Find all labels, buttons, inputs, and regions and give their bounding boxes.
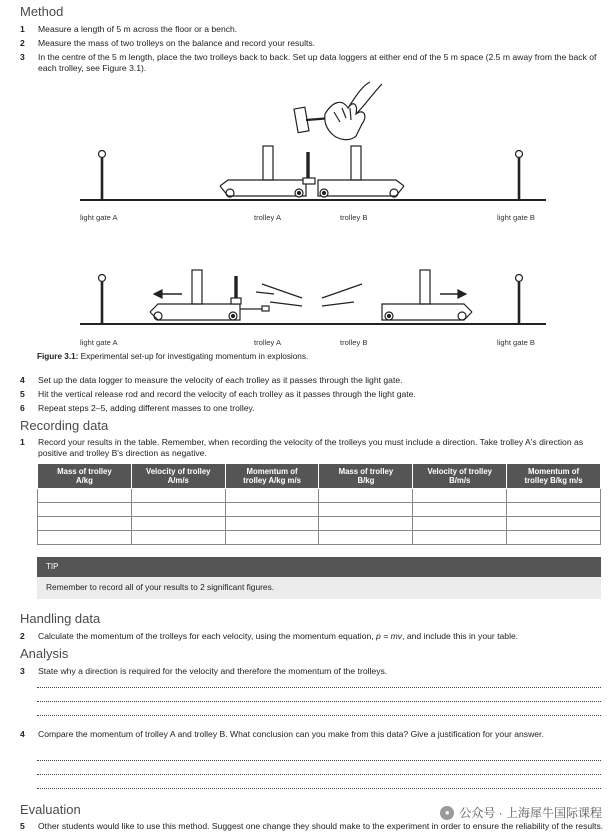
answer-line[interactable]: [37, 774, 601, 775]
answer-line[interactable]: [37, 715, 601, 716]
method-step-6: [20, 403, 604, 414]
step-number: 5: [20, 389, 25, 399]
step-number: 5: [20, 821, 25, 831]
table-cell[interactable]: [507, 517, 601, 531]
table-row: [38, 531, 601, 545]
table-cell[interactable]: [225, 517, 319, 531]
answer-line[interactable]: [37, 687, 601, 688]
recording-step-1: [20, 437, 604, 458]
handling-step-2: [20, 631, 604, 642]
step-text: Record your results in the table. Remember, when recording the velocity of the trolleys you must include a direction. Take trolley A's direction as positive and trolley B's direction as negative.: [38, 437, 584, 458]
tip-box: [37, 557, 601, 599]
column-header: Velocity of trolley B/m/s: [413, 464, 507, 489]
table-cell[interactable]: [38, 531, 132, 545]
table-cell[interactable]: [225, 531, 319, 545]
figure-caption: [37, 352, 308, 361]
method-step-2: [20, 38, 604, 49]
wechat-logo-icon: ●: [440, 806, 454, 820]
table-cell[interactable]: [38, 517, 132, 531]
step-number: 2: [20, 631, 25, 641]
table-cell[interactable]: [413, 489, 507, 503]
results-table: [37, 463, 601, 545]
column-header: Momentum of trolley A/kg m/s: [225, 464, 319, 489]
label-trolley-b: trolley B: [340, 213, 368, 222]
step-text: Set up the data logger to measure the velocity of each trolley as it passes through the light gate.: [38, 375, 403, 385]
method-step-4: [20, 375, 604, 386]
table-row: [38, 517, 601, 531]
tip-label: TIP: [37, 557, 601, 577]
method-step-5: [20, 389, 604, 400]
evaluation-heading: Evaluation: [20, 802, 81, 817]
answer-line[interactable]: [37, 760, 601, 761]
step-number: 1: [20, 437, 25, 447]
watermark: [440, 804, 602, 821]
step-number: 2: [20, 38, 25, 48]
analysis-heading: Analysis: [20, 646, 69, 661]
step-number: 4: [20, 729, 25, 739]
step-number: 1: [20, 24, 25, 34]
table-cell[interactable]: [38, 503, 132, 517]
table-row: [38, 503, 601, 517]
step-text: Repeat steps 2–5, adding different masses to one trolley.: [38, 403, 255, 413]
table-cell[interactable]: [131, 489, 225, 503]
table-cell[interactable]: [225, 489, 319, 503]
step-number: 3: [20, 666, 25, 676]
table-cell[interactable]: [131, 503, 225, 517]
step-text: Compare the momentum of trolley A and trolley B. What conclusion can you make from this data? Give a justification for your answer.: [38, 729, 544, 739]
table-cell[interactable]: [413, 517, 507, 531]
step-number: 3: [20, 52, 25, 62]
handling-heading: Handling data: [20, 611, 101, 626]
table-cell[interactable]: [507, 503, 601, 517]
table-cell[interactable]: [413, 503, 507, 517]
evaluation-question-5: [20, 821, 604, 832]
column-header: Mass of trolley B/kg: [319, 464, 413, 489]
step-text: Measure a length of 5 m across the floor or a bench.: [38, 24, 238, 34]
column-header: Velocity of trolley A/m/s: [131, 464, 225, 489]
answer-line[interactable]: [37, 788, 601, 789]
label-trolley-a: trolley A: [254, 213, 282, 222]
table-cell[interactable]: [319, 517, 413, 531]
table-cell[interactable]: [507, 531, 601, 545]
figure-top-diagram: [70, 78, 560, 208]
label-light-gate-a: light gate A: [80, 338, 118, 347]
step-text: In the centre of the 5 m length, place the two trolleys back to back. Set up data loggers at either end of the 5 m space (2.5 m away from the back of each trolley, see Figure 3.1).: [38, 52, 597, 73]
method-heading: Method: [20, 4, 64, 19]
method-step-3: [20, 52, 604, 73]
analysis-question-4: [20, 729, 604, 740]
table-cell[interactable]: [413, 531, 507, 545]
method-step-1: [20, 24, 604, 35]
label-light-gate-b: light gate B: [497, 213, 535, 222]
step-text: Calculate the momentum of the trolleys for each velocity, using the momentum equation, p = mv, and include this in your table.: [38, 631, 519, 641]
column-header: Momentum of trolley B/kg m/s: [507, 464, 601, 489]
table-cell[interactable]: [319, 503, 413, 517]
label-light-gate-b: light gate B: [497, 338, 535, 347]
step-text: Measure the mass of two trolleys on the balance and record your results.: [38, 38, 316, 48]
table-cell[interactable]: [131, 531, 225, 545]
figure-bottom-diagram: [70, 262, 560, 334]
answer-line[interactable]: [37, 701, 601, 702]
label-trolley-b: trolley B: [340, 338, 368, 347]
table-cell[interactable]: [131, 517, 225, 531]
momentum-equation: p = mv: [376, 631, 403, 641]
step-text: State why a direction is required for the velocity and therefore the momentum of the trolleys.: [38, 666, 388, 676]
table-header-row: [38, 464, 601, 489]
table-cell[interactable]: [225, 503, 319, 517]
table-cell[interactable]: [507, 489, 601, 503]
table-cell[interactable]: [319, 531, 413, 545]
label-light-gate-a: light gate A: [80, 213, 118, 222]
recording-heading: Recording data: [20, 418, 109, 433]
caption-label: Figure 3.1:: [37, 352, 79, 361]
step-text: Other students would like to use this method. Suggest one change they should make to the experiment in order to ensure the reliability of the results.: [38, 821, 604, 831]
watermark-text: 公众号 · 上海犀牛国际课程: [459, 806, 602, 820]
step-number: 6: [20, 403, 25, 413]
table-cell[interactable]: [319, 489, 413, 503]
step-number: 4: [20, 375, 25, 385]
label-trolley-a: trolley A: [254, 338, 282, 347]
analysis-question-3: [20, 666, 604, 677]
column-header: Mass of trolley A/kg: [38, 464, 132, 489]
table-cell[interactable]: [38, 489, 132, 503]
step-text: Hit the vertical release rod and record the velocity of each trolley as it passes through the light gate.: [38, 389, 416, 399]
caption-text: Experimental set-up for investigating momentum in explosions.: [78, 352, 309, 361]
tip-text: Remember to record all of your results to 2 significant figures.: [46, 582, 275, 592]
table-row: [38, 489, 601, 503]
